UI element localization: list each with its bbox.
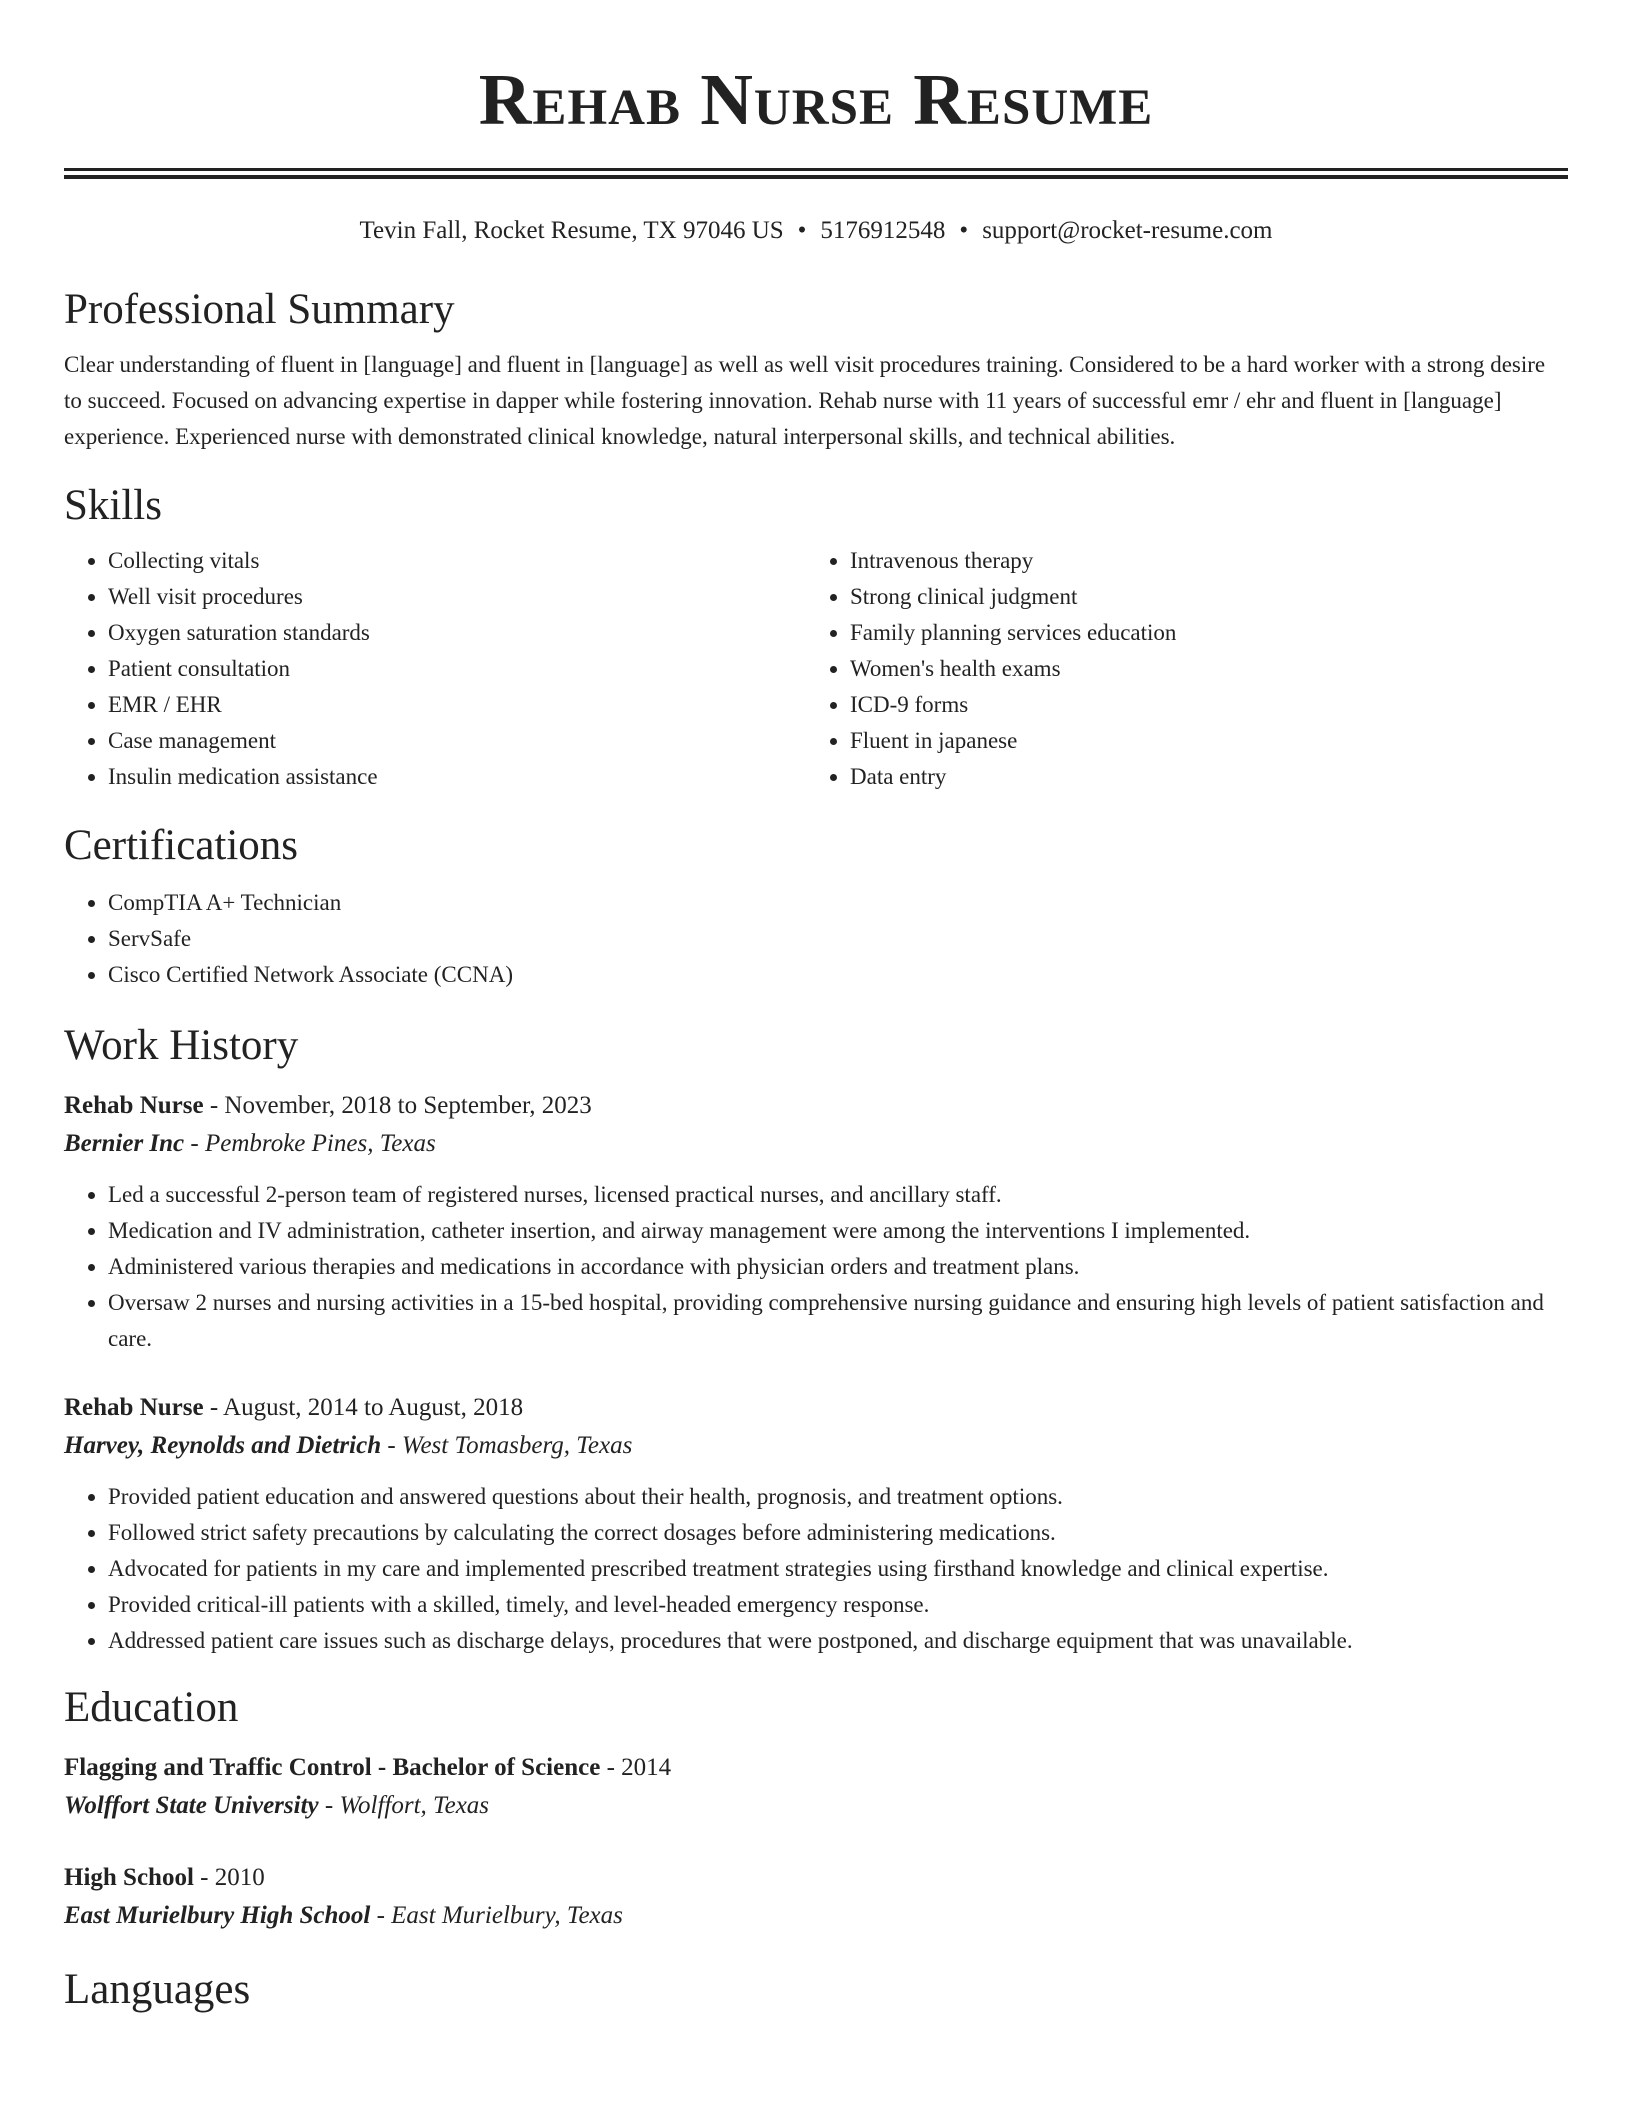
certification-item: • Cisco Certified Network Associate (CCNA) — [108, 957, 1568, 993]
job-bullets — [64, 1177, 1568, 1357]
job-title: Rehab Nurse — [64, 1394, 204, 1421]
job-bullet: • Administered various therapies and medications in accordance with physician orders and treatment plans. — [108, 1249, 1568, 1285]
title-double-rule — [64, 168, 1568, 179]
resume-page — [64, 0, 1568, 2015]
graduation-year: - 2014 — [600, 1754, 672, 1781]
job-location: - Pembroke Pines, Texas — [184, 1130, 436, 1157]
resume-title: Rehab Nurse Resume — [478, 59, 1154, 140]
graduation-year: - 2010 — [193, 1864, 265, 1891]
contact-address: Tevin Fall, Rocket Resume, TX 97046 US — [359, 217, 784, 244]
skill-item: • Collecting vitals — [108, 543, 806, 579]
degree-line — [64, 1749, 1568, 1787]
skill-item: • Insulin medication assistance — [108, 759, 806, 795]
skill-item: • Women's health exams — [850, 651, 1548, 687]
skill-item: • Data entry — [850, 759, 1548, 795]
job-bullet: • Led a successful 2-person team of registered nurses, licensed practical nurses, and ancillary staff. — [108, 1177, 1568, 1213]
skills-list-left — [64, 543, 806, 795]
skill-item: • Intravenous therapy — [850, 543, 1548, 579]
job-bullet: • Medication and IV administration, catheter insertion, and airway management were among the interventions I implemented. — [108, 1213, 1568, 1249]
school-name: Wolffort State University — [64, 1792, 319, 1819]
school-name: East Murielbury High School — [64, 1902, 371, 1929]
job-dates: - November, 2018 to September, 2023 — [203, 1092, 592, 1119]
job-title: Rehab Nurse — [64, 1092, 204, 1119]
degree-line — [64, 1859, 1568, 1897]
certification-item: • ServSafe — [108, 921, 1568, 957]
education-heading: Education — [64, 1684, 239, 1731]
job-bullets — [64, 1479, 1568, 1659]
certification-item: • CompTIA A+ Technician — [108, 885, 1568, 921]
skill-item: • EMR / EHR — [108, 687, 806, 723]
skill-item: • Case management — [108, 723, 806, 759]
education-entry — [64, 1859, 1568, 1935]
job-bullet: • Oversaw 2 nurses and nursing activities in a 15-bed hospital, providing comprehensive nursing guidance and ensuring high levels of patient satisfaction and care. — [108, 1285, 1568, 1357]
school-location: - East Murielbury, Texas — [370, 1902, 623, 1929]
job-bullet: • Addressed patient care issues such as discharge delays, procedures that were postponed, and discharge equipment that was unavailable. — [108, 1623, 1568, 1659]
languages-heading: Languages — [64, 1966, 251, 2013]
education-entry — [64, 1749, 1568, 1825]
job-company: Harvey, Reynolds and Dietrich — [64, 1432, 382, 1459]
skill-item: • Strong clinical judgment — [850, 579, 1548, 615]
job-company-line — [64, 1125, 1568, 1163]
skills-heading: Skills — [64, 482, 162, 529]
summary-heading: Professional Summary — [64, 286, 455, 333]
job-company-line — [64, 1427, 1568, 1465]
job-title-line — [64, 1389, 1568, 1427]
job-location: - West Tomasberg, Texas — [381, 1432, 633, 1459]
degree: Flagging and Traffic Control - Bachelor of Science — [64, 1754, 601, 1781]
job-title-line — [64, 1087, 1568, 1125]
skill-item: • Well visit procedures — [108, 579, 806, 615]
job-bullet: • Advocated for patients in my care and implemented prescribed treatment strategies using firsthand knowledge and clinical expertise. — [108, 1551, 1568, 1587]
contact-separator: • — [797, 217, 807, 244]
contact-phone: 5176912548 — [820, 217, 946, 244]
work-history-heading: Work History — [64, 1022, 299, 1069]
job-bullet: • Provided critical-ill patients with a skilled, timely, and level-headed emergency response. — [108, 1587, 1568, 1623]
summary-text: Clear understanding of fluent in [language] and fluent in [language] as well as well visit procedures training. Considered to be a hard worker with a strong desire to succeed. Focused on advancing expertise in dapper while fostering innovation. Rehab nurse with 11 years of successful emr / ehr and fluent in [language] experience. Experienced nurse with demonstrated clinical knowledge, natural interpersonal skills, and technical abilities. — [64, 352, 1546, 449]
job-dates: - August, 2014 to August, 2018 — [203, 1394, 524, 1421]
certifications-heading: Certifications — [64, 822, 299, 869]
job-entry — [64, 1087, 1568, 1357]
contact-separator: • — [959, 217, 969, 244]
skill-item: • Family planning services education — [850, 615, 1548, 651]
skill-item: • Fluent in japanese — [850, 723, 1548, 759]
skill-item: • Patient consultation — [108, 651, 806, 687]
degree: High School — [64, 1864, 194, 1891]
skills-list-right — [806, 543, 1548, 795]
contact-email: support@rocket-resume.com — [982, 217, 1273, 244]
school-line — [64, 1897, 1568, 1935]
skill-item: • ICD-9 forms — [850, 687, 1548, 723]
school-location: - Wolffort, Texas — [318, 1792, 490, 1819]
job-entry — [64, 1389, 1568, 1659]
school-line — [64, 1787, 1568, 1825]
skills-columns — [64, 543, 1568, 795]
job-company: Bernier Inc — [64, 1130, 185, 1157]
job-bullet: • Provided patient education and answered questions about their health, prognosis, and treatment options. — [108, 1479, 1568, 1515]
skill-item: • Oxygen saturation standards — [108, 615, 806, 651]
certifications-list — [64, 885, 1568, 993]
contact-line — [64, 215, 1568, 247]
job-bullet: • Followed strict safety precautions by calculating the correct dosages before administering medications. — [108, 1515, 1568, 1551]
